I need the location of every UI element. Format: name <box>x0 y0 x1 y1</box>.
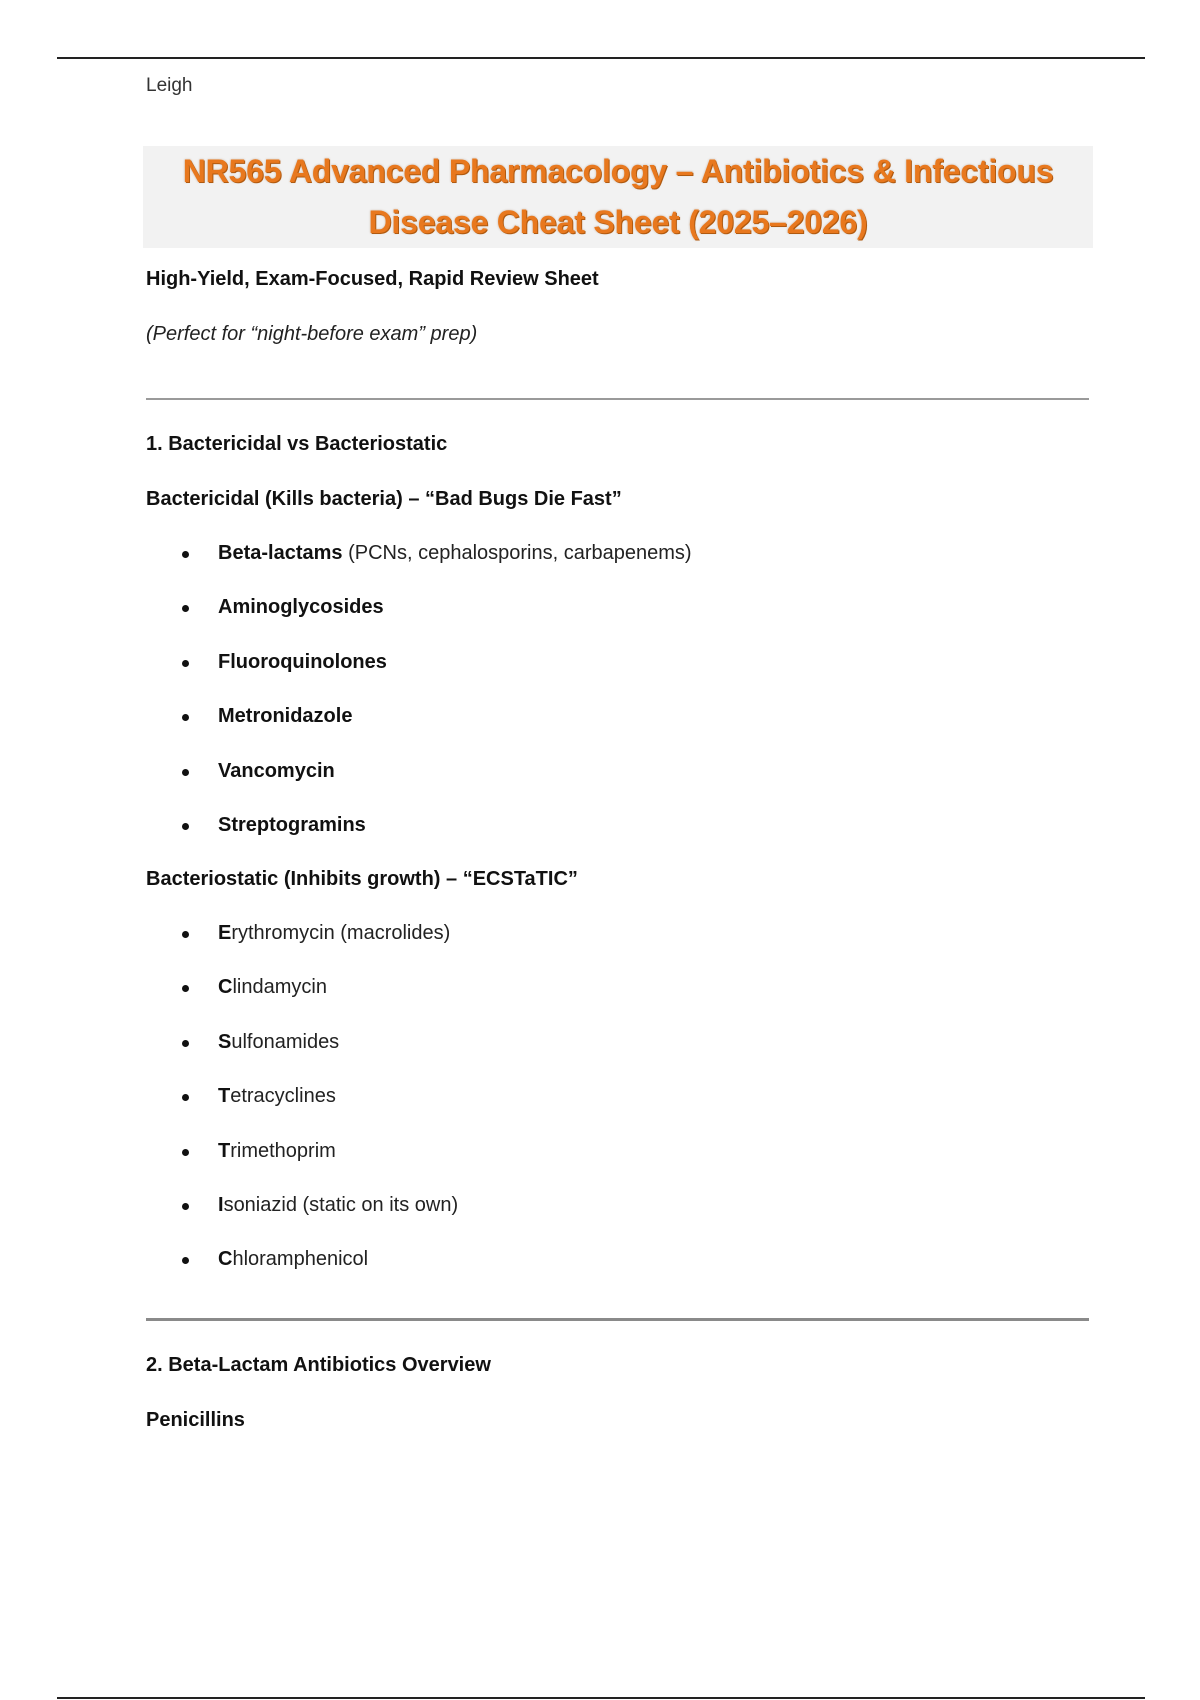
drug-name: Aminoglycosides <box>218 596 384 619</box>
drug-detail: ulfonamides <box>231 1030 340 1053</box>
title-banner <box>143 146 1093 248</box>
drug-detail: soniazid (static on its own) <box>223 1193 459 1216</box>
drug-name: Fluoroquinolones <box>218 650 387 673</box>
title-line-1: NR565 Advanced Pharmacology – Antibiotics & Infectious <box>182 153 1054 189</box>
bottom-rule <box>57 1697 1145 1699</box>
subtitle: High-Yield, Exam-Focused, Rapid Review Sheet <box>146 268 599 290</box>
mnemonic-letter: E <box>218 922 232 944</box>
drug-detail: lindamycin <box>232 976 327 999</box>
bullet-icon <box>182 1094 189 1101</box>
title-line-2: Disease Cheat Sheet (2025–2026) <box>368 204 868 240</box>
bactericidal-heading: Bactericidal (Kills bacteria) – “Bad Bugs Die Fast” <box>146 488 622 510</box>
drug-detail: etracyclines <box>230 1085 336 1108</box>
drug-name: Beta-lactams <box>218 542 343 564</box>
bullet-icon <box>182 769 189 776</box>
penicillins-heading: Penicillins <box>146 1409 245 1431</box>
bullet-icon <box>182 1257 189 1264</box>
section-1-heading: 1. Bactericidal vs Bacteriostatic <box>146 433 448 455</box>
top-rule <box>57 57 1145 59</box>
drug-detail: rythromycin (macrolides) <box>231 922 451 944</box>
mnemonic-letter: C <box>218 1248 233 1271</box>
bullet-icon <box>182 551 189 558</box>
drug-name: Streptogramins <box>218 813 366 836</box>
mnemonic-letter: I <box>218 1193 224 1216</box>
bullet-icon <box>182 1040 189 1047</box>
mnemonic-letter: C <box>218 976 233 999</box>
bullet-icon <box>182 660 189 667</box>
mnemonic-letter: T <box>218 1139 231 1162</box>
bacteriostatic-heading: Bacteriostatic (Inhibits growth) – “ECSTaTIC” <box>146 868 578 890</box>
drug-detail: hloramphenicol <box>232 1248 369 1271</box>
document-title <box>178 146 1058 248</box>
drug-detail: (PCNs, cephalosporins, carbapenems) <box>342 542 692 564</box>
divider <box>146 1318 1089 1321</box>
mnemonic-letter: S <box>218 1030 232 1053</box>
prep-note: (Perfect for “night-before exam” prep) <box>146 323 478 345</box>
bullet-icon <box>182 605 189 612</box>
bullet-icon <box>182 1203 189 1210</box>
author-name: Leigh <box>146 75 193 96</box>
drug-detail: rimethoprim <box>230 1139 336 1162</box>
drug-name: Metronidazole <box>218 705 353 728</box>
bullet-icon <box>182 714 189 721</box>
bullet-icon <box>182 1149 189 1156</box>
drug-name: Vancomycin <box>218 759 335 782</box>
divider <box>146 398 1089 400</box>
bullet-icon <box>182 985 189 992</box>
mnemonic-letter: T <box>218 1085 231 1108</box>
bullet-icon <box>182 931 189 938</box>
bullet-icon <box>182 823 189 830</box>
section-2-heading: 2. Beta-Lactam Antibiotics Overview <box>146 1354 491 1376</box>
